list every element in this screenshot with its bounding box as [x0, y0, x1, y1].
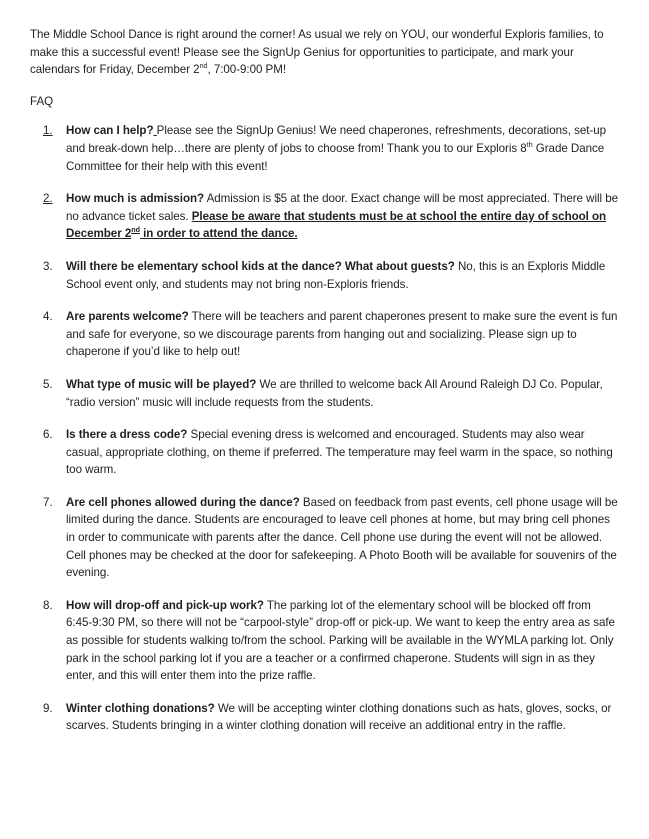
faq-item-2-emphasis-part2: in order to attend the dance. — [139, 227, 298, 241]
faq-item-4-marker: 4. — [43, 310, 53, 324]
faq-heading: FAQ — [30, 94, 54, 108]
faq-item-7-question: Are cell phones allowed during the dance? — [66, 495, 300, 509]
faq-item-5-answer: We are thrilled to welcome back All Around Raleigh DJ Co. Popular, “radio version” music will include requests from the students. — [66, 377, 603, 409]
faq-item-2-emphasis-part1: Please be aware that students must be at school the entire day of school on December 2 — [66, 209, 607, 241]
intro-ordinal-suffix: nd — [199, 61, 208, 71]
faq-item-6-question: Is there a dress code? — [66, 428, 188, 442]
faq-item-7-answer: Based on feedback from past events, cell phone usage will be limited during the dance. Students are encouraged to leave cell phones at home, but may bring cell phones in order to communicate with parents after the dance. Cell phone use during the event will not be allowed. Cell phones may be checked at the door for safekeeping. A Photo Booth will be available for souvenirs of the evening. — [66, 495, 618, 580]
faq-item-8-marker: 8. — [43, 598, 53, 612]
intro-text-part2: , 7:00-9:00 PM! — [207, 63, 287, 77]
intro-paragraph — [30, 26, 620, 79]
faq-item-5 — [30, 376, 620, 411]
faq-item-6-answer: Special evening dress is welcomed and encouraged. Students may also wear casual, appropriate clothing, on theme if preferred. The temperature may feel warm in the space, so nothing too warm. — [66, 428, 613, 477]
faq-item-1-answer-part2: Grade Dance Committee for their help with this event! — [66, 141, 605, 173]
faq-item-4 — [30, 308, 620, 361]
faq-item-2-answer-part1: Admission is $5 at the door. Exact change will be most appreciated. There will be no advance ticket sales. — [66, 192, 618, 223]
faq-item-1-answer-part1: Please see the SignUp Genius! We need chaperones, refreshments, decorations, set-up and break-down help…there are plenty of jobs to choose from! Thank you to our Exploris 8 — [66, 124, 607, 155]
faq-item-9-answer: We will be accepting winter clothing donations such as hats, gloves, socks, or scarves. Students bringing in a winter clothing donation will receive an additional entry in the raffle. — [66, 701, 612, 733]
faq-item-3-marker: 3. — [43, 259, 53, 273]
faq-item-6 — [30, 426, 620, 479]
faq-item-8-answer: The parking lot of the elementary school will be blocked off from 6:45-9:30 PM, so there will not be “carpool-style” drop-off or pick-up. We want to keep the entry area as safe as possible for students walking to/from the school. Parking will be available in the WYMLA parking lot. Only park in the school parking lot if you are a teacher or a confirmed chaperone. Students will sign in as they enter, and this will enter them into the prize raffle. — [66, 598, 615, 683]
faq-item-3-question: Will there be elementary school kids at the dance? What about guests? — [66, 259, 455, 273]
faq-item-5-marker: 5. — [43, 377, 53, 391]
faq-item-5-question: What type of music will be played? — [66, 377, 257, 391]
faq-item-4-question: Are parents welcome? — [66, 310, 189, 324]
faq-item-7-marker: 7. — [43, 495, 53, 509]
faq-item-8-question: How will drop-off and pick-up work? — [66, 598, 264, 612]
faq-item-7 — [30, 494, 620, 582]
faq-item-4-answer: There will be teachers and parent chaperones present to make sure the event is fun and safe for everyone, so we discourage parents from hanging out and socializing. Please sign up to chaperone if you’d like to help out! — [66, 310, 618, 359]
intro-text-part1: The Middle School Dance is right around the corner! As usual we rely on YOU, our wonderful Exploris families, to make this a successful event! Please see the SignUp Genius for opportunities to participate, and mark your calendars for Friday, December 2 — [30, 28, 604, 77]
faq-item-2-emphasis-ordinal-suffix: nd — [131, 225, 140, 235]
faq-item-2-question: How much is admission? — [66, 192, 205, 206]
faq-item-8 — [30, 597, 620, 685]
faq-item-9-question: Winter clothing donations? — [66, 701, 215, 715]
faq-item-9 — [30, 700, 620, 735]
faq-item-3 — [30, 258, 620, 293]
faq-item-1-marker: 1. — [43, 124, 53, 138]
faq-item-6-marker: 6. — [43, 428, 53, 442]
faq-list — [30, 122, 620, 735]
faq-item-1-ordinal-suffix: th — [526, 140, 533, 150]
faq-item-1-question: How can I help? — [66, 124, 154, 138]
faq-item-9-marker: 9. — [43, 701, 53, 715]
faq-item-2-marker: 2. — [43, 192, 53, 206]
faq-item-3-answer: No, this is an Exploris Middle School event only, and students may not bring non-Exploris friends. — [66, 259, 606, 291]
faq-item-1 — [30, 122, 620, 175]
faq-item-2 — [30, 190, 620, 243]
